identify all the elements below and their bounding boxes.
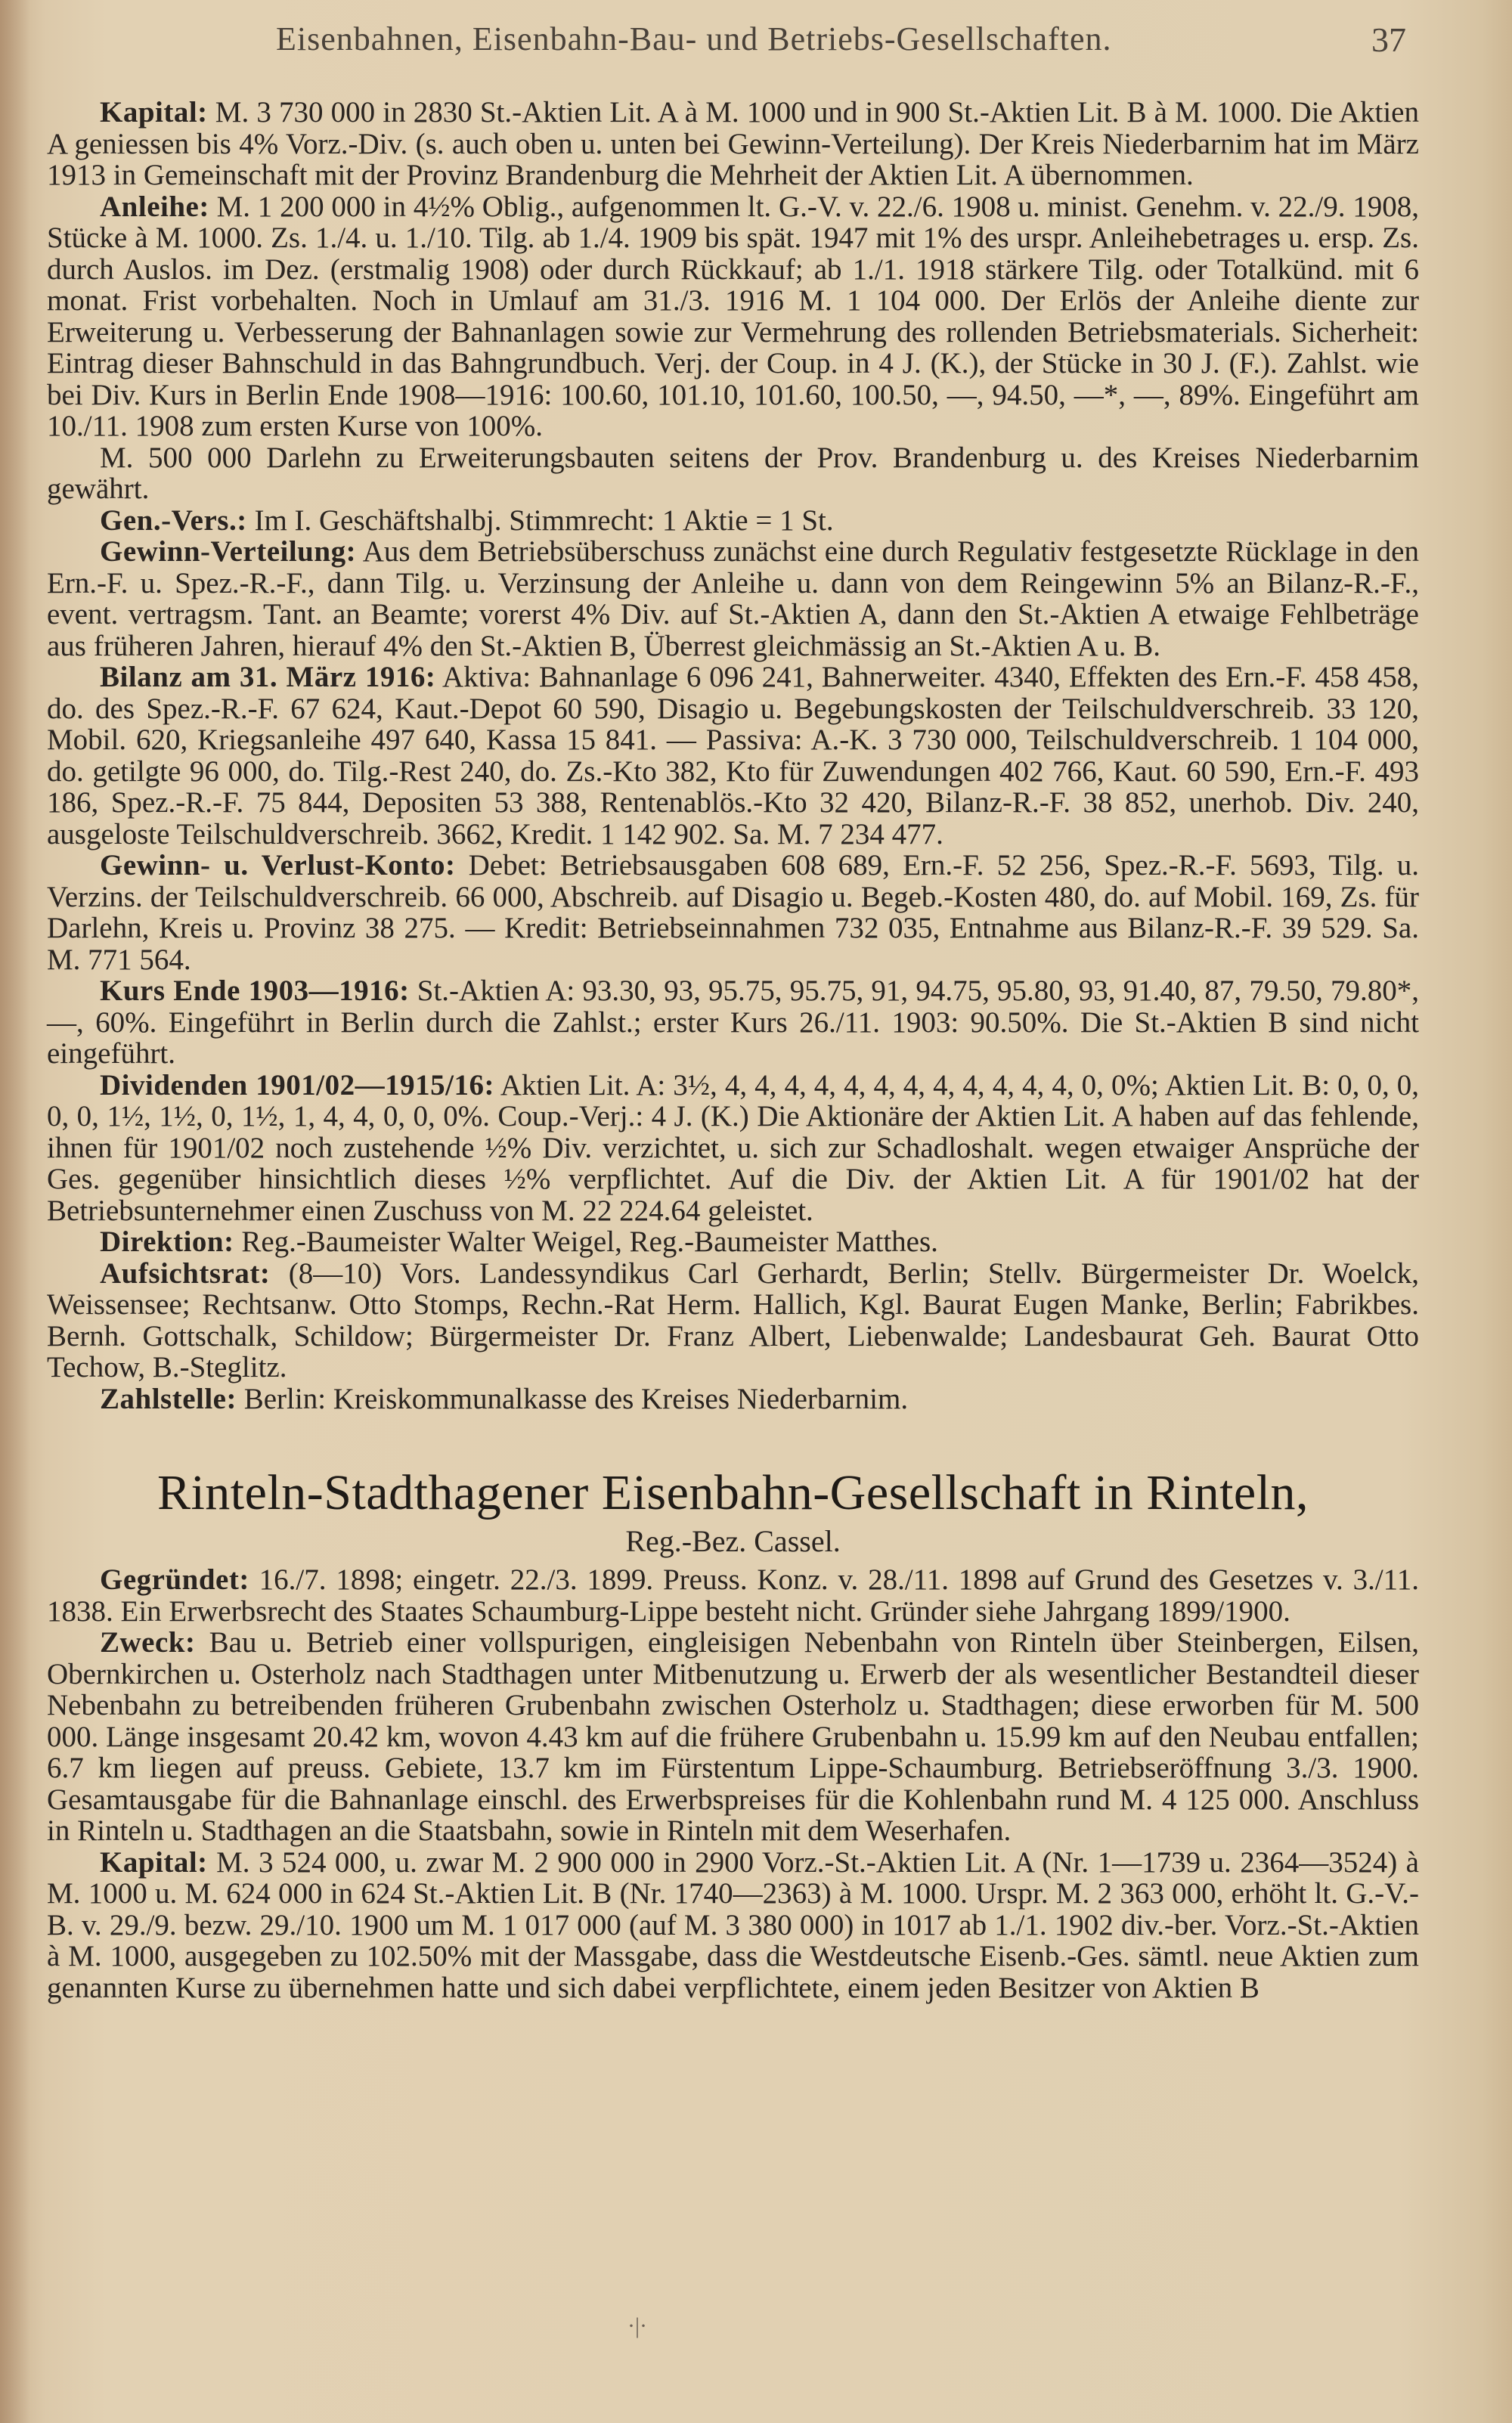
entry-text: Im I. Geschäftshalbj. Stimmrecht: 1 Aktie = 1 St. [246, 504, 834, 537]
entry-paragraph [47, 442, 1419, 505]
entry-paragraph [47, 1226, 1419, 1258]
entry-label: Zweck: [100, 1626, 196, 1659]
entry-text: M. 1 200 000 in 4½% Oblig., aufgenommen lt. G.-V. v. 22./6. 1908 u. minist. Genehm. v. 22./9. 1908, Stücke à M. 1000. Zs. 1./4. u. 1./10. Tilg. ab 1./4. 1909 bis spät. 1947 mit 1% des urspr. Anleihebetrages u. ersp. Zs. durch Auslos. im Dez. (erstmalig 1908) oder durch Rückkauf; ab 1./1. 1918 stärkere Tilg. oder Totalkünd. mit 6 monat. Frist vorbehalten. Noch in Umlauf am 31./3. 1916 M. 1 104 000. Der Erlös der Anleihe diente zur Erweiterung u. Verbesserung der Bahnanlagen sowie zur Vermehrung des rollenden Betriebsmaterials. Sicherheit: Eintrag dieser Bahnschuld in das Bahngrundbuch. Verj. der Coup. in 4 J. (K.), der Stücke in 30 J. (F.). Zahlst. wie bei Div. Kurs in Berlin Ende 1908—1916: 100.60, 101.10, 101.60, 100.50, —, 94.50, —*, —, 89%. Eingeführt am 10./11. 1908 zum ersten Kurse von 100%. [47, 190, 1419, 442]
entry-label: Gewinn- u. Verlust-Konto: [100, 849, 456, 882]
section-separator [47, 1414, 1419, 1463]
entry-paragraph [47, 1847, 1419, 2004]
entry-paragraph [47, 1627, 1419, 1847]
entry-label: Bilanz am 31. März 1916: [100, 661, 436, 693]
page-binding-shadow [0, 0, 30, 2423]
entry-paragraph [47, 1258, 1419, 1383]
entry-label: Kapital: [100, 1845, 208, 1879]
entry-paragraph [47, 850, 1419, 975]
company-title: Rinteln-Stadthagener Eisenbahn-Gesellschaft in Rinteln, [156, 1465, 1309, 1520]
entry-text: Reg.-Baumeister Walter Weigel, Reg.-Baumeister Matthes. [234, 1225, 938, 1258]
page-content [47, 97, 1419, 2003]
entry-label: Dividenden 1901/02—1915/16: [100, 1068, 494, 1102]
entry-paragraph [47, 97, 1419, 191]
entry-text: Bau u. Betrieb einer vollspurigen, eingleisigen Nebenbahn von Rinteln über Steinbergen, Eilsen, Obernkirchen u. Osterholz nach Stadthagen unter Mitbenutzung u. Erwerb der als wesentlicher Bestandteil dieser Nebenbahn zu betreibenden früheren Grubenbahn zwischen Osterholz u. Stadthagen; diese erworben für M. 500 000. Länge insgesamt 20.42 km, wovon 4.43 km auf die frühere Grubenbahn u. 15.99 km auf den Neubau entfallen; 6.7 km liegen auf preuss. Gebiete, 13.7 km im Fürstentum Lippe-Schaumburg. Betriebseröffnung 3./3. 1900. Gesamtausgabe für die Bahnanlage einschl. des Erwerbspreises für die Kohlenbahn rund M. 4 125 000. Anschluss in Rinteln u. Stadthagen an die Staatsbahn, sowie in Rinteln mit dem Weserhafen. [47, 1626, 1419, 1847]
entry-text: Debet: Betriebsausgaben 608 689, Ern.-F. 52 256, Spez.-R.-F. 5693, Tilg. u. Verzins. der Teilschuldverschreib. 66 000, Abschreib. auf Disagio u. Begeb.-Kosten 480, do. auf Mobil. 169, Zs. für Darlehn, Kreis u. Provinz 38 275. — Kredit: Betriebseinnahmen 732 035, Entnahme aus Bilanz-R.-F. 39 529. Sa. M. 771 564. [47, 849, 1419, 976]
entry-paragraph [47, 1070, 1419, 1227]
entry-text: St.-Aktien A: 93.30, 93, 95.75, 95.75, 91, 94.75, 95.80, 93, 91.40, 87, 79.50, 79.80*, —, 60%. Eingeführt in Berlin durch die Zahlst.; erster Kurs 26./11. 1903: 90.50%. Die St.-Aktien B sind nicht eingeführt. [47, 974, 1420, 1070]
running-head: Eisenbahnen, Eisenbahn-Bau- und Betriebs-Gesellschaften. [276, 20, 1112, 57]
entry-paragraph [47, 662, 1419, 850]
entry-text: (8—10) Vors. Landessyndikus Carl Gerhardt, Berlin; Stellv. Bürgermeister Dr. Woelck, Weissensee; Rechtsanw. Otto Stomps, Rechn.-Rat Herm. Hallich, Kgl. Baurat Eugen Manke, Berlin; Fabrikbes. Bernh. Gottschalk, Schildow; Bürgermeister Dr. Franz Albert, Liebenwalde; Landesbaurat Geh. Baurat Otto Techow, B.-Steglitz. [47, 1256, 1419, 1383]
entry-paragraph [47, 505, 1419, 537]
entry-text: M. 3 730 000 in 2830 St.-Aktien Lit. A à M. 1000 und in 900 St.-Aktien Lit. B à M. 1000. Die Aktien A geniessen bis 4% Vorz.-Div. (s. auch oben u. unten bei Gewinn-Verteilung). Der Kreis Niederbarnim hat im März 1913 in Gemeinschaft mit der Provinz Brandenburg die Mehrheit der Aktien Lit. A übernommen. [47, 96, 1419, 191]
footer-mark: ·|· [627, 2313, 647, 2338]
entry-text: M. 3 524 000, u. zwar M. 2 900 000 in 2900 Vorz.-St.-Aktien Lit. A (Nr. 1—1739 u. 2364—3524) à M. 1000 u. M. 624 000 in 624 St.-Aktien Lit. B (Nr. 1740—2363) à M. 1000. Urspr. M. 2 363 000, erhöht lt. G.-V.-B. v. 29./9. bezw. 29./10. 1900 um M. 1 017 000 (auf M. 3 380 000) in 1017 ab 1./1. 1902 div.-ber. Vorz.-St.-Aktien à M. 1000, ausgegeben zu 102.50% mit der Massgabe, dass die Westdeutsche Eisenb.-Ges. sämtl. neue Aktien zum genannten Kurse zu übernehmen hatte und sich dabei verpflichtete, einem jeden Besitzer von Aktien B [47, 1845, 1419, 2004]
entry-label: Anleihe: [100, 190, 209, 223]
entry-paragraph [47, 191, 1419, 442]
entry-label: Direktion: [100, 1225, 234, 1258]
entry-label: Kurs Ende 1903—1916: [100, 974, 410, 1007]
entry-paragraph [47, 536, 1419, 662]
entry-text: Aus dem Betriebsüberschuss zunächst eine durch Regulativ festgesetzte Rücklage in den Ern.-F. u. Spez.-R.-F., dann Tilg. u. Verzinsung der Anleihe u. dann von dem Reingewinn 5% an Bilanz-R.-F., event. vertragsm. Tant. an Beamte; vorerst 4% Div. auf St.-Aktien A, dann den St.-Aktien A etwaige Fehlbeträge aus früheren Jahren, hierauf 4% den St.-Aktien B, Überrest gleichmässig an St.-Aktien A u. B. [47, 535, 1419, 662]
entry-paragraph [47, 1564, 1419, 1627]
entry-paragraph [47, 975, 1419, 1070]
entry-label: Gewinn-Verteilung: [100, 535, 357, 568]
entry-text: Aktien Lit. A: 3½, 4, 4, 4, 4, 4, 4, 4, 4, 4, 4, 4, 4, 0, 0%; Aktien Lit. B: 0, 0, 0, 0, 0, 1½, 1½, 0, 1½, 1, 4, 4, 0, 0, 0%. Coup.-Verj.: 4 J. (K.) Die Aktionäre der Aktien Lit. A haben auf das fehlende, ihnen für 1901/02 noch zustehende ½% Div. verzichtet, u. sich zur Schadloshalt. wegen etwaiger Ansprüche der Ges. gegenüber hinsichtlich dieses ½% verpflichtet. Auf die Div. der Aktien Lit. A für 1901/02 hat der Betriebsunternehmer einen Zuschuss von M. 22 224.64 geleistet. [47, 1068, 1420, 1227]
page-number: 37 [1371, 20, 1406, 59]
entry-label: Gegründet: [100, 1563, 249, 1596]
company-region: Reg.-Bez. Cassel. [625, 1524, 841, 1558]
entry-label: Zahlstelle: [100, 1382, 237, 1415]
entry-label: Kapital: [100, 96, 208, 129]
entry-text: Aktiva: Bahnanlage 6 096 241, Bahnerweiter. 4340, Effekten des Ern.-F. 458 458, do. des Spez.-R.-F. 67 624, Kaut.-Depot 60 590, Disagio u. Begebungskosten der Teilschuldverschreib. 33 120, Mobil. 620, Kriegsanleihe 497 640, Kassa 15 841. — Passiva: A.-K. 3 730 000, Teilschuldverschreib. 1 104 000, do. getilgte 96 000, do. Tilg.-Rest 240, do. Zs.-Kto 382, Kto für Zuwendungen 402 766, Kaut. 60 590, Ern.-F. 493 186, Spez.-R.-F. 75 844, Depositen 53 388, Rentenablös.-Kto 32 420, Bilanz-R.-F. 38 852, unerhob. Div. 240, ausgeloste Teilschuldverschreib. 3662, Kredit. 1 142 902. Sa. M. 7 234 477. [47, 661, 1419, 851]
entry-text: Berlin: Kreiskommunalkasse des Kreises Niederbarnim. [236, 1382, 909, 1415]
page-header [49, 17, 1406, 62]
entry-paragraph [47, 1383, 1419, 1415]
entry-text: 16./7. 1898; eingetr. 22./3. 1899. Preuss. Konz. v. 28./11. 1898 auf Grund des Gesetzes v. 3./11. 1838. Ein Erwerbsrecht des Staates Schaumburg-Lippe besteht nicht. Gründer siehe Jahrgang 1899/1900. [47, 1563, 1419, 1628]
section-niederbarnim [47, 97, 1419, 1414]
entry-label: Gen.-Vers.: [100, 504, 247, 537]
entry-label: Aufsichtsrat: [100, 1256, 271, 1290]
section-rinteln-stadthagen [47, 1564, 1419, 2003]
entry-text: M. 500 000 Darlehn zu Erweiterungsbauten seitens der Prov. Brandenburg u. des Kreises Niederbarnim gewährt. [47, 441, 1419, 505]
